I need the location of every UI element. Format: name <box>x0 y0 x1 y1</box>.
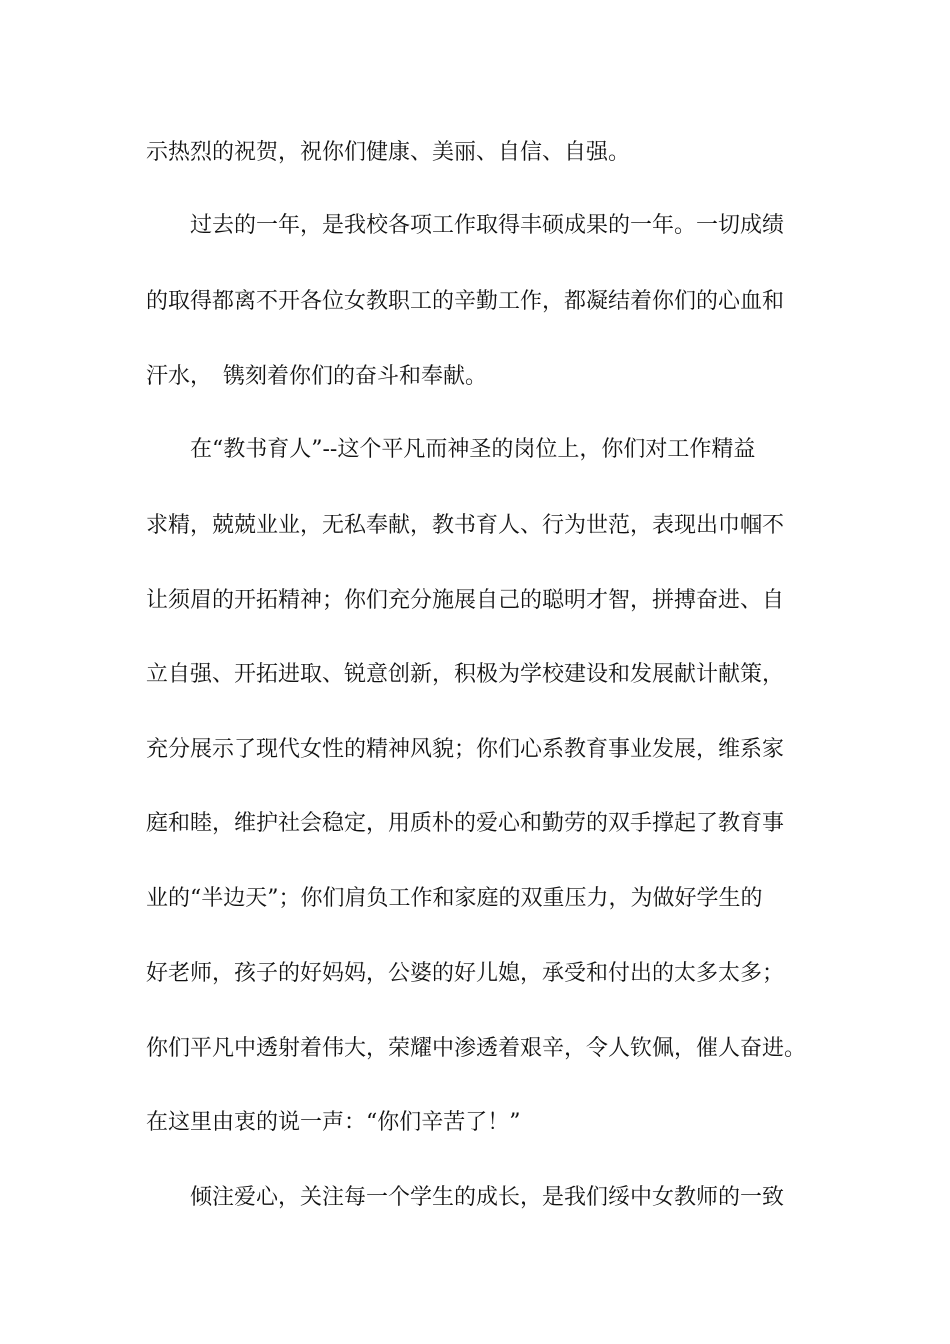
text-line: 庭和睦，维护社会稳定，用质朴的爱心和勤劳的双手撑起了教育事 <box>146 811 785 836</box>
text-line: 业的“半边天”；你们肩负工作和家庭的双重压力，为做好学生的 <box>146 886 763 911</box>
paragraph-first-line: 过去的一年，是我校各项工作取得丰硕成果的一年。一切成绩 <box>190 213 785 238</box>
text-line: 好老师，孩子的好妈妈，公婆的好儿媳，承受和付出的太多太多； <box>146 961 785 986</box>
text-line: 充分展示了现代女性的精神风貌；你们心系教育事业发展，维系家 <box>146 737 785 762</box>
paragraph-first-line: 在“教书育人”--这个平凡而神圣的岗位上，你们对工作精益 <box>190 437 756 462</box>
text-line: 汗水， 镌刻着你们的奋斗和奉献。 <box>146 364 488 389</box>
text-line: 的取得都离不开各位女教职工的辛勤工作，都凝结着你们的心血和 <box>146 289 785 314</box>
text-line: 让须眉的开拓精神；你们充分施展自己的聪明才智，拼搏奋进、自 <box>146 588 785 613</box>
text-line: 你们平凡中透射着伟大，荣耀中渗透着艰辛，令人钦佩，催人奋进。 <box>146 1036 807 1061</box>
text-line: 在这里由衷的说一声：“你们辛苦了！” <box>146 1110 521 1135</box>
text-line: 求精，兢兢业业，无私奉献，教书育人、行为世范，表现出巾帼不 <box>146 513 785 538</box>
text-line: 示热烈的祝贺，祝你们健康、美丽、自信、自强。 <box>146 140 631 165</box>
paragraph-first-line: 倾注爱心，关注每一个学生的成长，是我们绥中女教师的一致 <box>190 1185 785 1210</box>
text-line: 立自强、开拓进取、锐意创新，积极为学校建设和发展献计献策， <box>146 662 785 687</box>
